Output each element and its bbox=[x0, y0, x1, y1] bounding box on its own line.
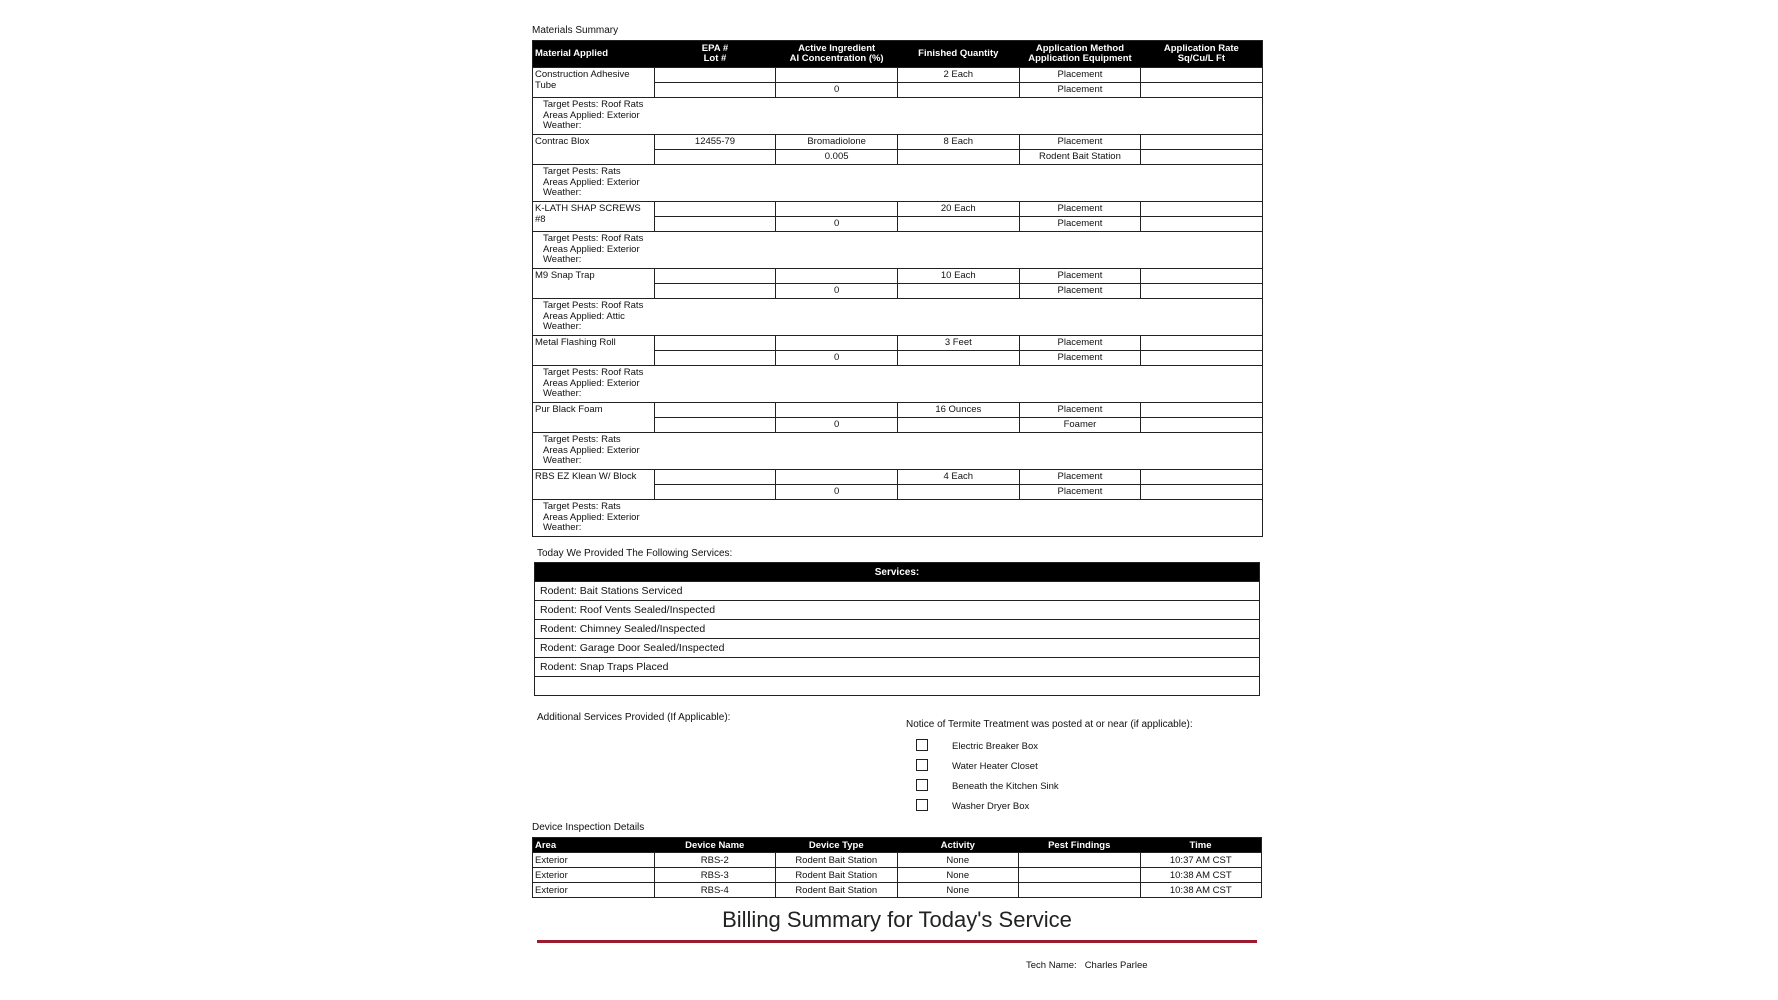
material-row bbox=[533, 68, 1263, 83]
material-note-line: Target Pests: Roof Rats bbox=[543, 99, 644, 110]
application-method: Placement bbox=[1019, 202, 1141, 217]
application-rate bbox=[1141, 68, 1263, 83]
material-notes bbox=[533, 366, 1263, 403]
application-method: Placement bbox=[1019, 269, 1141, 284]
material-note-line: Areas Applied: Exterior bbox=[543, 243, 640, 255]
application-rate bbox=[1141, 202, 1263, 217]
application-equipment: Rodent Bait Station bbox=[1019, 150, 1141, 165]
services-header: Services: bbox=[535, 563, 1260, 582]
checkbox-icon[interactable] bbox=[916, 759, 928, 771]
active-ingredient bbox=[776, 269, 898, 284]
epa-number bbox=[654, 336, 776, 351]
services-table bbox=[534, 562, 1260, 696]
application-method: Placement bbox=[1019, 470, 1141, 485]
service-report-document bbox=[532, 0, 1262, 1000]
ai-concentration: 0 bbox=[776, 284, 898, 299]
device-row bbox=[533, 868, 1262, 883]
material-notes bbox=[533, 299, 1263, 336]
device-header-row bbox=[533, 838, 1262, 853]
device-activity: None bbox=[897, 853, 1019, 868]
device-type: Rodent Bait Station bbox=[776, 868, 898, 883]
epa-number: 12455-79 bbox=[654, 135, 776, 150]
material-note-line: Areas Applied: Exterior bbox=[543, 377, 640, 389]
device-header-cell: Device Name bbox=[654, 838, 776, 853]
material-notes-row bbox=[533, 299, 1263, 336]
material-notes-row bbox=[533, 433, 1263, 470]
application-method: Placement bbox=[1019, 336, 1141, 351]
checkbox-icon[interactable] bbox=[916, 779, 928, 791]
billing-divider bbox=[537, 940, 1257, 943]
service-item bbox=[535, 677, 1260, 696]
termite-option-label: Beneath the Kitchen Sink bbox=[952, 781, 1059, 792]
application-equipment: Placement bbox=[1019, 485, 1141, 500]
materials-header-cell: Active Ingredient AI Concentration (%) bbox=[776, 41, 898, 68]
service-item: Rodent: Bait Stations Serviced bbox=[535, 582, 1260, 601]
termite-option-label: Water Heater Closet bbox=[952, 761, 1038, 772]
material-note-line: Target Pests: Rats bbox=[543, 501, 621, 512]
materials-header-cell: EPA # Lot # bbox=[654, 41, 776, 68]
material-note-line: Areas Applied: Exterior bbox=[543, 444, 640, 456]
material-note-line: Target Pests: Roof Rats bbox=[543, 233, 644, 244]
material-name: Construction Adhesive Tube bbox=[533, 68, 655, 98]
device-row bbox=[533, 883, 1262, 898]
ai-concentration: 0 bbox=[776, 217, 898, 232]
material-row bbox=[533, 135, 1263, 150]
material-notes-row bbox=[533, 500, 1263, 537]
ai-concentration: 0 bbox=[776, 351, 898, 366]
material-name: Metal Flashing Roll bbox=[533, 336, 655, 366]
material-note-line: Areas Applied: Exterior bbox=[543, 176, 640, 188]
materials-header-row bbox=[533, 41, 1263, 68]
material-row bbox=[533, 336, 1263, 351]
material-notes bbox=[533, 98, 1263, 135]
device-inspection-caption: Device Inspection Details bbox=[532, 822, 645, 833]
device-area: Exterior bbox=[533, 868, 655, 883]
service-row bbox=[535, 601, 1260, 620]
device-type: Rodent Bait Station bbox=[776, 853, 898, 868]
material-notes bbox=[533, 232, 1263, 269]
service-row bbox=[535, 658, 1260, 677]
lot-number bbox=[654, 217, 776, 232]
material-note-line: Target Pests: Roof Rats bbox=[543, 367, 644, 378]
tech-name-line bbox=[1026, 960, 1148, 971]
device-name: RBS-2 bbox=[654, 853, 776, 868]
device-time: 10:38 AM CST bbox=[1140, 883, 1262, 898]
additional-services-caption: Additional Services Provided (If Applicable): bbox=[537, 712, 731, 723]
material-name: RBS EZ Klean W/ Block bbox=[533, 470, 655, 500]
epa-number bbox=[654, 269, 776, 284]
device-area: Exterior bbox=[533, 853, 655, 868]
application-equipment: Placement bbox=[1019, 351, 1141, 366]
device-pest-findings bbox=[1019, 868, 1141, 883]
tech-name-value: Charles Parlee bbox=[1084, 960, 1148, 971]
finished-quantity-2 bbox=[897, 217, 1019, 232]
device-time: 10:38 AM CST bbox=[1140, 868, 1262, 883]
service-item: Rodent: Roof Vents Sealed/Inspected bbox=[535, 601, 1260, 620]
finished-quantity: 16 Ounces bbox=[897, 403, 1019, 418]
active-ingredient bbox=[776, 336, 898, 351]
lot-number bbox=[654, 485, 776, 500]
ai-concentration: 0 bbox=[776, 418, 898, 433]
finished-quantity: 3 Feet bbox=[897, 336, 1019, 351]
finished-quantity: 8 Each bbox=[897, 135, 1019, 150]
materials-table bbox=[532, 40, 1263, 537]
service-item: Rodent: Garage Door Sealed/Inspected bbox=[535, 639, 1260, 658]
material-name: Contrac Blox bbox=[533, 135, 655, 165]
material-name: M9 Snap Trap bbox=[533, 269, 655, 299]
active-ingredient bbox=[776, 470, 898, 485]
material-note-line: Areas Applied: Exterior bbox=[543, 511, 640, 523]
tech-name-label: Tech Name: bbox=[1026, 960, 1077, 971]
device-inspection-table bbox=[532, 837, 1262, 898]
device-header-cell: Area bbox=[533, 838, 655, 853]
application-equipment: Placement bbox=[1019, 83, 1141, 98]
application-rate-2 bbox=[1141, 83, 1263, 98]
application-rate bbox=[1141, 403, 1263, 418]
lot-number bbox=[654, 83, 776, 98]
service-row bbox=[535, 639, 1260, 658]
device-pest-findings bbox=[1019, 883, 1141, 898]
device-pest-findings bbox=[1019, 853, 1141, 868]
material-note-line: Target Pests: Rats bbox=[543, 166, 621, 177]
termite-notice-caption: Notice of Termite Treatment was posted at or near (if applicable): bbox=[906, 719, 1193, 730]
material-note-line: Weather: bbox=[543, 522, 582, 533]
application-rate-2 bbox=[1141, 284, 1263, 299]
finished-quantity-2 bbox=[897, 284, 1019, 299]
lot-number bbox=[654, 150, 776, 165]
materials-header-cell: Application Rate Sq/Cu/L Ft bbox=[1141, 41, 1263, 68]
finished-quantity: 2 Each bbox=[897, 68, 1019, 83]
application-rate-2 bbox=[1141, 217, 1263, 232]
material-note-line: Weather: bbox=[543, 321, 582, 332]
checkbox-icon[interactable] bbox=[916, 799, 928, 811]
device-row bbox=[533, 853, 1262, 868]
active-ingredient: Bromadiolone bbox=[776, 135, 898, 150]
finished-quantity-2 bbox=[897, 418, 1019, 433]
material-note-line: Weather: bbox=[543, 455, 582, 466]
device-time: 10:37 AM CST bbox=[1140, 853, 1262, 868]
device-header-cell: Time bbox=[1140, 838, 1262, 853]
material-note-line: Areas Applied: Exterior bbox=[543, 109, 640, 121]
material-note-line: Target Pests: Roof Rats bbox=[543, 300, 644, 311]
material-notes bbox=[533, 433, 1263, 470]
finished-quantity-2 bbox=[897, 150, 1019, 165]
material-note-line: Weather: bbox=[543, 120, 582, 131]
materials-summary-caption: Materials Summary bbox=[532, 25, 619, 36]
material-notes bbox=[533, 165, 1263, 202]
application-equipment: Foamer bbox=[1019, 418, 1141, 433]
finished-quantity: 4 Each bbox=[897, 470, 1019, 485]
ai-concentration: 0 bbox=[776, 485, 898, 500]
termite-option-label: Electric Breaker Box bbox=[952, 741, 1039, 752]
device-type: Rodent Bait Station bbox=[776, 883, 898, 898]
material-notes bbox=[533, 500, 1263, 537]
finished-quantity-2 bbox=[897, 83, 1019, 98]
epa-number bbox=[654, 202, 776, 217]
material-name: K-LATH SHAP SCREWS #8 bbox=[533, 202, 655, 232]
epa-number bbox=[654, 68, 776, 83]
application-rate-2 bbox=[1141, 150, 1263, 165]
device-header-cell: Pest Findings bbox=[1019, 838, 1141, 853]
finished-quantity-2 bbox=[897, 485, 1019, 500]
material-note-line: Weather: bbox=[543, 254, 582, 265]
service-row bbox=[535, 582, 1260, 601]
service-row bbox=[535, 620, 1260, 639]
epa-number bbox=[654, 470, 776, 485]
material-notes-row bbox=[533, 366, 1263, 403]
lot-number bbox=[654, 351, 776, 366]
device-header-cell: Activity bbox=[897, 838, 1019, 853]
application-rate bbox=[1141, 470, 1263, 485]
material-note-line: Areas Applied: Attic bbox=[543, 310, 625, 322]
material-notes-row bbox=[533, 232, 1263, 269]
services-caption: Today We Provided The Following Services: bbox=[537, 548, 733, 559]
material-notes-row bbox=[533, 98, 1263, 135]
material-row bbox=[533, 202, 1263, 217]
application-method: Placement bbox=[1019, 135, 1141, 150]
materials-header-cell: Application Method Application Equipment bbox=[1019, 41, 1141, 68]
service-item: Rodent: Snap Traps Placed bbox=[535, 658, 1260, 677]
epa-number bbox=[654, 403, 776, 418]
material-row bbox=[533, 403, 1263, 418]
active-ingredient bbox=[776, 202, 898, 217]
materials-header-cell: Finished Quantity bbox=[897, 41, 1019, 68]
billing-summary-title: Billing Summary for Today's Service bbox=[722, 907, 1072, 932]
application-rate bbox=[1141, 336, 1263, 351]
material-notes-row bbox=[533, 165, 1263, 202]
application-equipment: Placement bbox=[1019, 284, 1141, 299]
ai-concentration: 0 bbox=[776, 83, 898, 98]
application-rate-2 bbox=[1141, 485, 1263, 500]
ai-concentration: 0.005 bbox=[776, 150, 898, 165]
materials-header-cell: Material Applied bbox=[533, 41, 655, 68]
active-ingredient bbox=[776, 403, 898, 418]
application-equipment: Placement bbox=[1019, 217, 1141, 232]
material-note-line: Weather: bbox=[543, 187, 582, 198]
finished-quantity-2 bbox=[897, 351, 1019, 366]
application-rate-2 bbox=[1141, 418, 1263, 433]
application-method: Placement bbox=[1019, 403, 1141, 418]
application-rate bbox=[1141, 269, 1263, 284]
material-row bbox=[533, 269, 1263, 284]
lot-number bbox=[654, 284, 776, 299]
active-ingredient bbox=[776, 68, 898, 83]
device-activity: None bbox=[897, 883, 1019, 898]
material-note-line: Target Pests: Rats bbox=[543, 434, 621, 445]
application-method: Placement bbox=[1019, 68, 1141, 83]
device-activity: None bbox=[897, 868, 1019, 883]
service-item: Rodent: Chimney Sealed/Inspected bbox=[535, 620, 1260, 639]
device-name: RBS-4 bbox=[654, 883, 776, 898]
application-rate-2 bbox=[1141, 351, 1263, 366]
checkbox-icon[interactable] bbox=[916, 739, 928, 751]
finished-quantity: 20 Each bbox=[897, 202, 1019, 217]
termite-option-label: Washer Dryer Box bbox=[952, 801, 1030, 812]
material-note-line: Weather: bbox=[543, 388, 582, 399]
lot-number bbox=[654, 418, 776, 433]
service-row bbox=[535, 677, 1260, 696]
device-name: RBS-3 bbox=[654, 868, 776, 883]
application-rate bbox=[1141, 135, 1263, 150]
material-row bbox=[533, 470, 1263, 485]
finished-quantity: 10 Each bbox=[897, 269, 1019, 284]
material-name: Pur Black Foam bbox=[533, 403, 655, 433]
device-area: Exterior bbox=[533, 883, 655, 898]
device-header-cell: Device Type bbox=[776, 838, 898, 853]
